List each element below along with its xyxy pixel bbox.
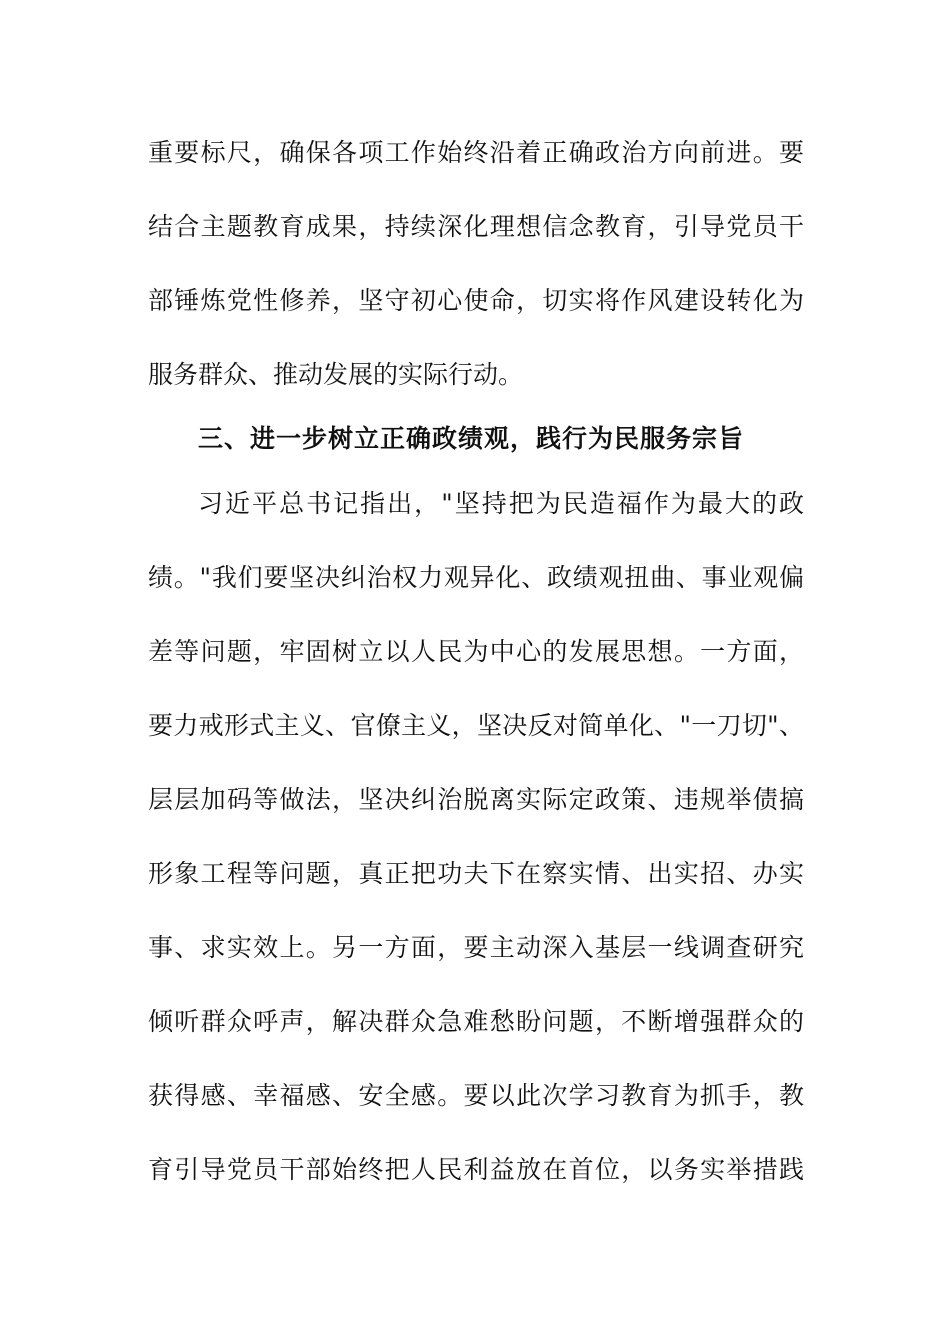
- section-heading-3: 三、进一步树立正确政绩观，践行为民服务宗旨: [198, 424, 745, 453]
- paragraph-2-line-1: 习近平总书记指出，"坚持把为民造福作为最大的政: [198, 489, 804, 518]
- paragraph-1-line-4: 服务群众、推动发展的实际行动。: [148, 360, 524, 389]
- paragraph-2-line-9: 获得感、幸福感、安全感。要以此次学习教育为抓手，教: [148, 1081, 804, 1110]
- paragraph-1-line-1: 重要标尺，确保各项工作始终沿着正确政治方向前进。要: [148, 138, 804, 167]
- paragraph-2-line-5: 层层加码等做法，坚决纠治脱离实际定政策、违规举债搞: [148, 785, 804, 814]
- paragraph-2-line-6: 形象工程等问题，真正把功夫下在察实情、出实招、办实: [148, 859, 804, 888]
- paragraph-2-line-10: 育引导党员干部始终把人民利益放在首位，以务实举措践: [148, 1155, 804, 1184]
- paragraph-2-line-4: 要力戒形式主义、官僚主义，坚决反对简单化、"一刀切"、: [148, 711, 804, 740]
- paragraph-2-line-2: 绩。"我们要坚决纠治权力观异化、政绩观扭曲、事业观偏: [148, 563, 804, 592]
- paragraph-2-line-3: 差等问题，牢固树立以人民为中心的发展思想。一方面，: [148, 637, 804, 666]
- paragraph-1-line-2: 结合主题教育成果，持续深化理想信念教育，引导党员干: [148, 212, 804, 241]
- paragraph-1-line-3: 部锤炼党性修养，坚守初心使命，切实将作风建设转化为: [148, 286, 804, 315]
- paragraph-2-line-7: 事、求实效上。另一方面，要主动深入基层一线调查研究: [148, 933, 804, 962]
- paragraph-2-line-8: 倾听群众呼声，解决群众急难愁盼问题，不断增强群众的: [148, 1007, 804, 1036]
